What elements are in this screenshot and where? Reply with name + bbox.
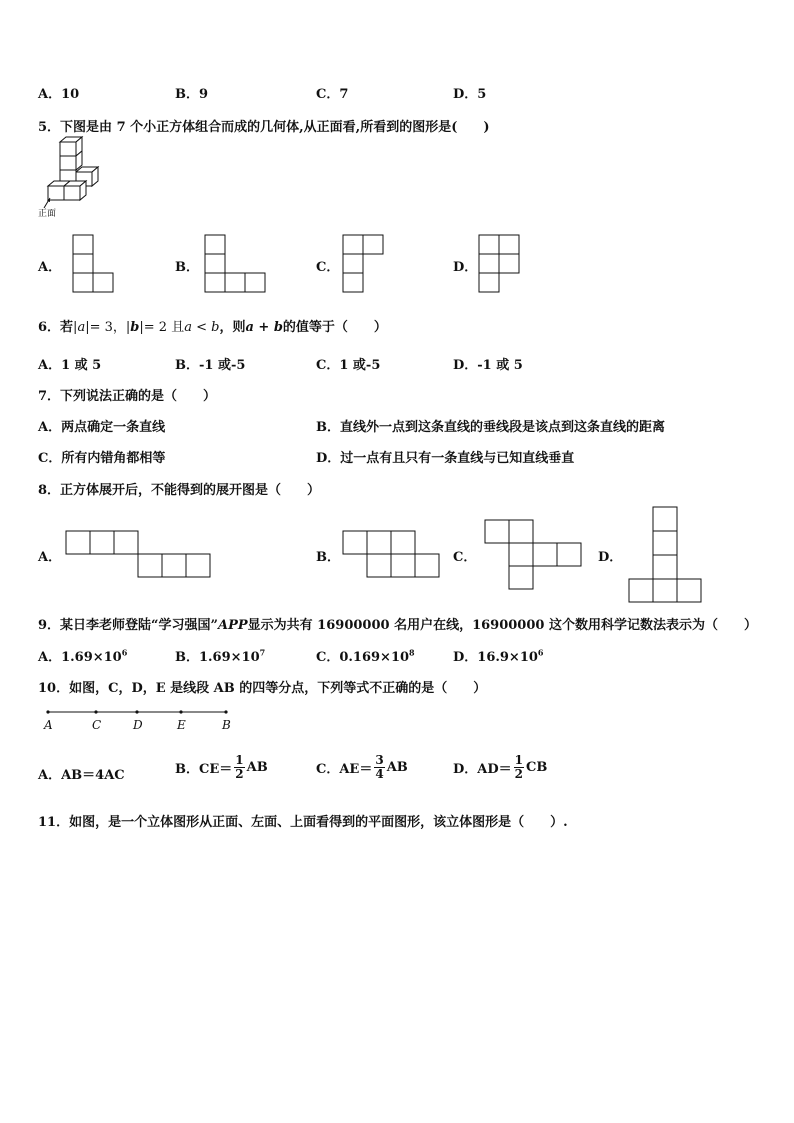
q5-option-a-label: A． bbox=[38, 260, 62, 275]
q7-option-d: D．过一点有且只有一条直线与已知直线垂直 bbox=[316, 451, 575, 466]
q9-stem-part2: 显示为共有 16900000 名用户在线，16900000 这个数用科学记数法表示为（ ） bbox=[247, 618, 757, 633]
q4-option-c: C．7 bbox=[316, 87, 349, 102]
q5-option-b-figure bbox=[204, 234, 268, 294]
q6-eq1: = 3， bbox=[89, 320, 126, 335]
q9-stem bbox=[38, 614, 757, 633]
q8-option-d-net bbox=[628, 506, 702, 604]
q9-option-d: D．$16.9\times 10^6$ bbox=[453, 647, 544, 665]
q4-option-b: B．9 bbox=[175, 87, 209, 102]
q9-stem-part1: 9．某日李老师登陆“学习强国” bbox=[38, 618, 219, 633]
segment-point-D bbox=[135, 710, 138, 713]
q6-then: ，则 bbox=[219, 320, 246, 335]
segment-label-E: E bbox=[177, 718, 186, 732]
q10-option-d: D．AD＝ $\frac{1}{2}$ CB bbox=[453, 753, 548, 781]
q6-option-d: D．-1 或 5 bbox=[453, 358, 523, 373]
q4-option-d: D．5 bbox=[453, 87, 487, 102]
q9-option-b: B．$1.69\times 10^7$ bbox=[175, 647, 266, 665]
q8-option-c-label: C． bbox=[453, 550, 477, 565]
q6-stem: 6．若|a|= 3，|b|= 2 且a < b，则a + b的值等于（ ） bbox=[38, 320, 387, 335]
q8-option-b-label: B． bbox=[316, 550, 340, 565]
q8-option-a-label: A． bbox=[38, 550, 62, 565]
q7-option-b: B．直线外一点到这条直线的垂线段是该点到这条直线的距离 bbox=[316, 420, 665, 435]
q6-suffix: 的值等于（ ） bbox=[282, 320, 387, 335]
q9-option-c: C．$0.169\times 10^8$ bbox=[316, 647, 415, 665]
q9-option-a: A．$1.69\times 10^6$ bbox=[38, 647, 128, 665]
q5-stem: 5．下图是由 7 个小正方体组合而成的几何体,从正面看,所看到的图形是( ) bbox=[38, 120, 490, 135]
q5-option-d-label: D． bbox=[453, 260, 478, 275]
q4-option-a: A．10 bbox=[38, 87, 80, 102]
segment-label-D: D bbox=[133, 718, 143, 732]
segment-label-B: B bbox=[222, 718, 231, 732]
segment-point-A bbox=[46, 710, 49, 713]
q9-app: APP bbox=[218, 618, 248, 633]
q8-option-b-net bbox=[342, 530, 440, 580]
q5-option-c-label: C． bbox=[316, 260, 340, 275]
segment-label-C: C bbox=[92, 718, 102, 732]
q5-option-d-figure bbox=[478, 234, 522, 294]
q5-option-a-figure bbox=[72, 234, 114, 294]
q6-option-c: C．1 或-5 bbox=[316, 358, 381, 373]
q10-segment-figure bbox=[40, 706, 240, 736]
segment-point-B bbox=[224, 710, 227, 713]
q8-stem: 8．正方体展开后，不能得到的展开图是（ ） bbox=[38, 483, 321, 498]
segment-point-E bbox=[179, 710, 182, 713]
segment-label-A: A bbox=[44, 718, 53, 732]
q5-front-label: 正面 bbox=[38, 209, 57, 219]
q6-abs-a: a bbox=[77, 320, 86, 335]
segment-point-C bbox=[94, 710, 97, 713]
q6-prefix: 6．若 bbox=[38, 320, 74, 335]
q10-option-c: C．AE＝ $\frac{3}{4}$ AB bbox=[316, 753, 408, 781]
q8-option-c-net bbox=[484, 519, 582, 593]
q6-cond: a < b bbox=[184, 320, 220, 335]
q8-option-d-label: D． bbox=[598, 550, 623, 565]
q11-stem: 11．如图，是一个立体图形从正面、左面、上面看得到的平面图形，该立体图形是（ ）. bbox=[38, 815, 568, 830]
q8-option-a-net bbox=[65, 530, 211, 580]
q6-expr: a + b bbox=[245, 320, 283, 335]
q10-option-b: B．CE＝ $\frac{1}{2}$ AB bbox=[175, 753, 268, 781]
q6-option-a: A．1 或 5 bbox=[38, 358, 102, 373]
q7-stem: 7．下列说法正确的是（ ） bbox=[38, 389, 217, 404]
q7-option-c: C．所有内错角都相等 bbox=[38, 451, 166, 466]
q7-option-a: A．两点确定一条直线 bbox=[38, 420, 166, 435]
q10-option-a: A．AB＝4AC bbox=[38, 768, 125, 783]
q5-option-b-label: B． bbox=[175, 260, 199, 275]
q6-abs-b: b bbox=[130, 320, 140, 335]
q6-eq2: = 2 且 bbox=[143, 320, 185, 335]
q6-option-b: B．-1 或-5 bbox=[175, 358, 246, 373]
q5-option-c-figure bbox=[342, 234, 386, 294]
q10-stem: 10．如图，C，D，E 是线段 AB 的四等分点，下列等式不正确的是（ ） bbox=[38, 681, 487, 696]
